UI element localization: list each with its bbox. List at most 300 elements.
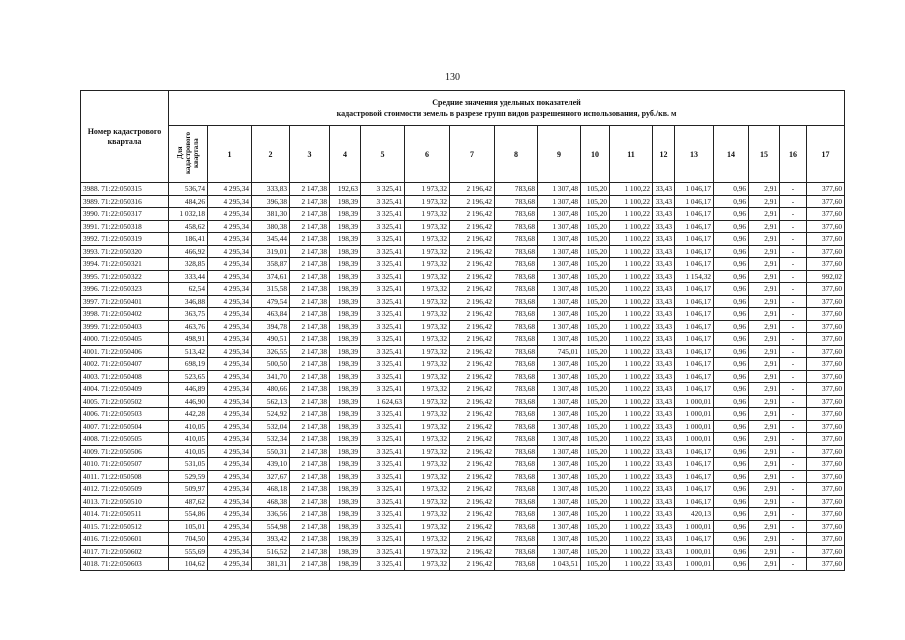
cadastral-quarter-id: 4015. 71:22:050512 xyxy=(81,520,169,533)
table-cell: 524,92 xyxy=(252,408,290,421)
table-cell: 523,65 xyxy=(169,370,208,383)
table-cell: 783,68 xyxy=(495,395,538,408)
table-cell: 2 196,42 xyxy=(450,295,495,308)
table-cell: 4 295,34 xyxy=(208,333,252,346)
table-cell: 1 100,22 xyxy=(610,345,653,358)
table-cell: 783,68 xyxy=(495,470,538,483)
table-cell: 377,60 xyxy=(807,183,845,196)
table-cell: 2 147,38 xyxy=(290,508,330,521)
table-cell: 1 973,32 xyxy=(405,283,450,296)
table-cell: 2,91 xyxy=(749,320,780,333)
table-cell: - xyxy=(780,558,807,571)
table-cell: 198,39 xyxy=(330,270,361,283)
cadastral-quarter-id: 3999. 71:22:050403 xyxy=(81,320,169,333)
table-cell: 4 295,34 xyxy=(208,245,252,258)
banner-line-2: кадастровой стоимости земель в разрезе групп видов разрешенного использования, руб./кв. м xyxy=(336,109,677,118)
table-row xyxy=(81,520,845,533)
table-cell: 2 147,38 xyxy=(290,183,330,196)
table-cell: 468,18 xyxy=(252,483,290,496)
table-cell: 783,68 xyxy=(495,358,538,371)
table-body xyxy=(81,183,845,571)
table-cell: 377,60 xyxy=(807,370,845,383)
table-cell: - xyxy=(780,308,807,321)
column-header-14: 14 xyxy=(714,126,749,183)
table-cell: 1 000,01 xyxy=(675,420,714,433)
table-cell: 2 196,42 xyxy=(450,320,495,333)
table-cell: 1 046,17 xyxy=(675,245,714,258)
table-cell: 377,60 xyxy=(807,508,845,521)
table-cell: 2,91 xyxy=(749,358,780,371)
cadastral-quarter-id: 4003. 71:22:050408 xyxy=(81,370,169,383)
cadastral-value-table xyxy=(80,90,845,571)
table-cell: 3 325,41 xyxy=(361,208,405,221)
table-cell: 394,78 xyxy=(252,320,290,333)
table-cell: 198,39 xyxy=(330,283,361,296)
table-cell: 783,68 xyxy=(495,383,538,396)
table-cell: 1 307,48 xyxy=(538,183,581,196)
table-cell: 1 100,22 xyxy=(610,233,653,246)
table-cell: 3 325,41 xyxy=(361,345,405,358)
table-cell: 0,96 xyxy=(714,183,749,196)
table-cell: - xyxy=(780,420,807,433)
table-cell: 198,39 xyxy=(330,358,361,371)
table-cell: 4 295,34 xyxy=(208,470,252,483)
table-cell: - xyxy=(780,258,807,271)
table-cell: 326,55 xyxy=(252,345,290,358)
table-row xyxy=(81,270,845,283)
table-cell: 377,60 xyxy=(807,333,845,346)
table-cell: 33,43 xyxy=(653,245,675,258)
table-cell: 198,39 xyxy=(330,508,361,521)
table-row xyxy=(81,433,845,446)
table-cell: 377,60 xyxy=(807,420,845,433)
table-cell: 105,20 xyxy=(581,545,610,558)
table-cell: 2 196,42 xyxy=(450,433,495,446)
table-cell: 1 307,48 xyxy=(538,195,581,208)
table-cell: 783,68 xyxy=(495,445,538,458)
table-row xyxy=(81,358,845,371)
table-cell: 105,20 xyxy=(581,458,610,471)
table-cell: 377,60 xyxy=(807,408,845,421)
table-cell: 377,60 xyxy=(807,483,845,496)
table-cell: 105,20 xyxy=(581,533,610,546)
cadastral-quarter-id: 4017. 71:22:050602 xyxy=(81,545,169,558)
table-cell: 2 147,38 xyxy=(290,383,330,396)
table-cell: 4 295,34 xyxy=(208,445,252,458)
table-cell: 2,91 xyxy=(749,495,780,508)
table-cell: 550,31 xyxy=(252,445,290,458)
table-cell: 4 295,34 xyxy=(208,508,252,521)
table-cell: 105,20 xyxy=(581,345,610,358)
table-cell: 105,20 xyxy=(581,420,610,433)
cadastral-quarter-id: 4009. 71:22:050506 xyxy=(81,445,169,458)
table-cell: 1 973,32 xyxy=(405,545,450,558)
table-row xyxy=(81,195,845,208)
table-cell: 468,38 xyxy=(252,495,290,508)
table-cell: 2 196,42 xyxy=(450,545,495,558)
table-cell: - xyxy=(780,195,807,208)
table-cell: 2,91 xyxy=(749,308,780,321)
table-cell: 3 325,41 xyxy=(361,245,405,258)
table-cell: 1 307,48 xyxy=(538,408,581,421)
table-cell: 33,43 xyxy=(653,533,675,546)
table-cell: 3 325,41 xyxy=(361,233,405,246)
table-cell: 1 973,32 xyxy=(405,470,450,483)
table-cell: 410,05 xyxy=(169,420,208,433)
table-cell: 2,91 xyxy=(749,383,780,396)
table-cell: 2 196,42 xyxy=(450,208,495,221)
table-cell: 2 196,42 xyxy=(450,233,495,246)
table-row xyxy=(81,508,845,521)
table-cell: 198,39 xyxy=(330,258,361,271)
table-row xyxy=(81,320,845,333)
table-cell: 2 147,38 xyxy=(290,433,330,446)
table-cell: 562,13 xyxy=(252,395,290,408)
table-cell: 1 307,48 xyxy=(538,383,581,396)
table-cell: 1 100,22 xyxy=(610,433,653,446)
table-cell: 3 325,41 xyxy=(361,458,405,471)
table-cell: 1 307,48 xyxy=(538,333,581,346)
cadastral-quarter-id: 3992. 71:22:050319 xyxy=(81,233,169,246)
table-cell: 2 196,42 xyxy=(450,520,495,533)
table-cell: 2 196,42 xyxy=(450,333,495,346)
table-cell: 198,39 xyxy=(330,245,361,258)
table-cell: 1 307,48 xyxy=(538,283,581,296)
table-cell: 0,96 xyxy=(714,220,749,233)
table-cell: 319,01 xyxy=(252,245,290,258)
table-cell: 2,91 xyxy=(749,258,780,271)
column-header-3: 3 xyxy=(290,126,330,183)
table-cell: 1 100,22 xyxy=(610,208,653,221)
table-cell: 33,43 xyxy=(653,470,675,483)
table-cell: 2,91 xyxy=(749,233,780,246)
table-cell: 2 196,42 xyxy=(450,358,495,371)
table-cell: 0,96 xyxy=(714,470,749,483)
table-cell: 105,20 xyxy=(581,270,610,283)
table-cell: 4 295,34 xyxy=(208,433,252,446)
table-cell: 745,01 xyxy=(538,345,581,358)
table-cell: 33,43 xyxy=(653,433,675,446)
table-cell: 1 100,22 xyxy=(610,495,653,508)
table-cell: 487,62 xyxy=(169,495,208,508)
table-cell: 0,96 xyxy=(714,533,749,546)
table-cell: 33,43 xyxy=(653,195,675,208)
table-cell: 105,20 xyxy=(581,483,610,496)
column-header-5: 5 xyxy=(361,126,405,183)
table-cell: 1 973,32 xyxy=(405,420,450,433)
table-cell: - xyxy=(780,458,807,471)
table-cell: 2 147,38 xyxy=(290,408,330,421)
table-cell: 2,91 xyxy=(749,408,780,421)
table-cell: 1 046,17 xyxy=(675,370,714,383)
table-cell: 1 046,17 xyxy=(675,208,714,221)
table-cell: 1 046,17 xyxy=(675,308,714,321)
table-cell: 1 046,17 xyxy=(675,458,714,471)
table-cell: 198,39 xyxy=(330,545,361,558)
table-cell: 2 147,38 xyxy=(290,483,330,496)
table-cell: 1 000,01 xyxy=(675,408,714,421)
table-cell: - xyxy=(780,345,807,358)
table-cell: 1 973,32 xyxy=(405,483,450,496)
table-cell: 198,39 xyxy=(330,558,361,571)
table-row xyxy=(81,345,845,358)
table-cell: 4 295,34 xyxy=(208,320,252,333)
column-header-7: 7 xyxy=(450,126,495,183)
table-cell: 783,68 xyxy=(495,270,538,283)
cadastral-quarter-id: 3998. 71:22:050402 xyxy=(81,308,169,321)
table-cell: 3 325,41 xyxy=(361,258,405,271)
table-cell: 0,96 xyxy=(714,445,749,458)
table-cell: 2,91 xyxy=(749,545,780,558)
table-cell: 33,43 xyxy=(653,558,675,571)
column-header-13: 13 xyxy=(675,126,714,183)
table-cell: 198,39 xyxy=(330,458,361,471)
table-cell: 2 196,42 xyxy=(450,245,495,258)
table-cell: 1 307,48 xyxy=(538,308,581,321)
table-cell: 2,91 xyxy=(749,333,780,346)
table-cell: - xyxy=(780,208,807,221)
table-cell: 500,50 xyxy=(252,358,290,371)
table-cell: 2,91 xyxy=(749,245,780,258)
cadastral-quarter-id: 3995. 71:22:050322 xyxy=(81,270,169,283)
column-number-row xyxy=(81,126,845,183)
table-cell: 1 307,48 xyxy=(538,395,581,408)
table-cell: 1 100,22 xyxy=(610,483,653,496)
table-cell: 2 196,42 xyxy=(450,370,495,383)
table-cell: 105,20 xyxy=(581,183,610,196)
table-cell: 2 147,38 xyxy=(290,283,330,296)
table-cell: 198,39 xyxy=(330,495,361,508)
table-cell: - xyxy=(780,283,807,296)
table-cell: 783,68 xyxy=(495,408,538,421)
table-cell: 198,39 xyxy=(330,533,361,546)
table-cell: 2,91 xyxy=(749,370,780,383)
column-header-12: 12 xyxy=(653,126,675,183)
table-cell: 783,68 xyxy=(495,283,538,296)
table-cell: 783,68 xyxy=(495,245,538,258)
table-cell: 1 046,17 xyxy=(675,333,714,346)
cadastral-quarter-id: 4000. 71:22:050405 xyxy=(81,333,169,346)
table-cell: 1 046,17 xyxy=(675,220,714,233)
table-cell: 2 196,42 xyxy=(450,258,495,271)
table-cell: 3 325,41 xyxy=(361,533,405,546)
table-cell: 4 295,34 xyxy=(208,533,252,546)
column-header-6: 6 xyxy=(405,126,450,183)
table-cell: 1 973,32 xyxy=(405,495,450,508)
table-cell: 2 196,42 xyxy=(450,408,495,421)
table-cell: 2,91 xyxy=(749,220,780,233)
table-cell: 1 100,22 xyxy=(610,520,653,533)
table-cell: 1 973,32 xyxy=(405,508,450,521)
table-cell: 704,50 xyxy=(169,533,208,546)
table-row xyxy=(81,395,845,408)
table-cell: 33,43 xyxy=(653,458,675,471)
table-cell: 377,60 xyxy=(807,358,845,371)
column-header-17: 17 xyxy=(807,126,845,183)
table-cell: 1 100,22 xyxy=(610,183,653,196)
table-cell: 1 100,22 xyxy=(610,270,653,283)
table-cell: 529,59 xyxy=(169,470,208,483)
table-cell: 783,68 xyxy=(495,233,538,246)
cadastral-quarter-id: 4014. 71:22:050511 xyxy=(81,508,169,521)
table-cell: 4 295,34 xyxy=(208,295,252,308)
table-cell: 33,43 xyxy=(653,233,675,246)
table-cell: 1 046,17 xyxy=(675,533,714,546)
table-cell: 33,43 xyxy=(653,420,675,433)
table-cell: 1 100,22 xyxy=(610,370,653,383)
table-cell: 2 147,38 xyxy=(290,545,330,558)
table-cell: - xyxy=(780,483,807,496)
table-cell: 377,60 xyxy=(807,245,845,258)
column-header-8: 8 xyxy=(495,126,538,183)
table-cell: 3 325,41 xyxy=(361,558,405,571)
table-cell: 1 046,17 xyxy=(675,445,714,458)
table-cell: 1 973,32 xyxy=(405,558,450,571)
table-cell: 33,43 xyxy=(653,520,675,533)
table-cell: 1 973,32 xyxy=(405,345,450,358)
table-cell: 466,92 xyxy=(169,245,208,258)
table-cell: 1 000,01 xyxy=(675,545,714,558)
table-cell: 1 973,32 xyxy=(405,370,450,383)
cadastral-quarter-id: 4004. 71:22:050409 xyxy=(81,383,169,396)
table-row xyxy=(81,383,845,396)
table-cell: 1 307,48 xyxy=(538,208,581,221)
table-cell: 446,89 xyxy=(169,383,208,396)
table-cell: 381,31 xyxy=(252,558,290,571)
table-cell: 377,60 xyxy=(807,470,845,483)
table-cell: 0,96 xyxy=(714,270,749,283)
table-cell: 1 100,22 xyxy=(610,320,653,333)
table-cell: 1 000,01 xyxy=(675,520,714,533)
table-cell: 327,67 xyxy=(252,470,290,483)
cadastral-quarter-id: 4012. 71:22:050509 xyxy=(81,483,169,496)
table-cell: 1 046,17 xyxy=(675,233,714,246)
table-cell: 377,60 xyxy=(807,458,845,471)
table-cell: 0,96 xyxy=(714,420,749,433)
table-cell: 2 147,38 xyxy=(290,445,330,458)
table-cell: 446,90 xyxy=(169,395,208,408)
table-cell: 346,88 xyxy=(169,295,208,308)
table-cell: 1 307,48 xyxy=(538,420,581,433)
table-cell: 783,68 xyxy=(495,458,538,471)
table-cell: 0,96 xyxy=(714,320,749,333)
table-cell: 0,96 xyxy=(714,520,749,533)
table-cell: 783,68 xyxy=(495,308,538,321)
table-cell: 1 973,32 xyxy=(405,395,450,408)
table-cell: 1 973,32 xyxy=(405,195,450,208)
table-cell: 1 046,17 xyxy=(675,258,714,271)
table-cell: 33,43 xyxy=(653,345,675,358)
table-cell: 2 196,42 xyxy=(450,345,495,358)
table-cell: 2 196,42 xyxy=(450,558,495,571)
table-cell: 377,60 xyxy=(807,220,845,233)
table-cell: 4 295,34 xyxy=(208,408,252,421)
table-cell: 1 000,01 xyxy=(675,433,714,446)
table-cell: 2 196,42 xyxy=(450,383,495,396)
table-cell: 1 973,32 xyxy=(405,295,450,308)
table-cell: 33,43 xyxy=(653,545,675,558)
table-cell: 1 100,22 xyxy=(610,195,653,208)
table-cell: 198,39 xyxy=(330,470,361,483)
table-row xyxy=(81,183,845,196)
table-cell: - xyxy=(780,495,807,508)
table-cell: 0,96 xyxy=(714,233,749,246)
table-cell: 105,20 xyxy=(581,445,610,458)
column-header-1: 1 xyxy=(208,126,252,183)
table-cell: 198,39 xyxy=(330,395,361,408)
cadastral-quarter-id: 3997. 71:22:050401 xyxy=(81,295,169,308)
table-row xyxy=(81,333,845,346)
table-cell: 3 325,41 xyxy=(361,283,405,296)
table-cell: 479,54 xyxy=(252,295,290,308)
table-cell: 198,39 xyxy=(330,370,361,383)
table-cell: 3 325,41 xyxy=(361,420,405,433)
table-row xyxy=(81,458,845,471)
table-cell: 1 973,32 xyxy=(405,320,450,333)
table-row xyxy=(81,370,845,383)
table-cell: 1 100,22 xyxy=(610,283,653,296)
table-cell: 377,60 xyxy=(807,383,845,396)
table-cell: 33,43 xyxy=(653,283,675,296)
table-cell: 1 154,32 xyxy=(675,270,714,283)
table-cell: 1 307,48 xyxy=(538,258,581,271)
table-cell: 4 295,34 xyxy=(208,358,252,371)
table-cell: 1 046,17 xyxy=(675,320,714,333)
table-cell: 1 000,01 xyxy=(675,395,714,408)
table-cell: 1 973,32 xyxy=(405,220,450,233)
table-cell: 1 973,32 xyxy=(405,233,450,246)
table-cell: 1 624,63 xyxy=(361,395,405,408)
table-cell: 0,96 xyxy=(714,258,749,271)
table-cell: 1 973,32 xyxy=(405,208,450,221)
table-cell: 2,91 xyxy=(749,470,780,483)
table-cell: 105,20 xyxy=(581,408,610,421)
table-cell: 4 295,34 xyxy=(208,395,252,408)
table-cell: 1 100,22 xyxy=(610,508,653,521)
table-cell: 439,10 xyxy=(252,458,290,471)
table-cell: 1 046,17 xyxy=(675,345,714,358)
table-cell: 33,43 xyxy=(653,270,675,283)
cadastral-quarter-id: 3991. 71:22:050318 xyxy=(81,220,169,233)
table-cell: 1 973,32 xyxy=(405,458,450,471)
table-cell: 1 973,32 xyxy=(405,270,450,283)
table-cell: 2 196,42 xyxy=(450,270,495,283)
table-cell: 377,60 xyxy=(807,545,845,558)
table-cell: 4 295,34 xyxy=(208,383,252,396)
table-cell: 458,62 xyxy=(169,220,208,233)
table-cell: 105,20 xyxy=(581,495,610,508)
table-cell: 1 043,51 xyxy=(538,558,581,571)
table-cell: 33,43 xyxy=(653,395,675,408)
table-cell: 105,20 xyxy=(581,395,610,408)
table-cell: - xyxy=(780,445,807,458)
table-cell: 105,20 xyxy=(581,358,610,371)
cadastral-quarter-id: 3990. 71:22:050317 xyxy=(81,208,169,221)
table-cell: 2,91 xyxy=(749,520,780,533)
table-cell: 377,60 xyxy=(807,445,845,458)
table-cell: 0,96 xyxy=(714,383,749,396)
table-cell: 783,68 xyxy=(495,520,538,533)
table-cell: 1 973,32 xyxy=(405,408,450,421)
column-header-9: 9 xyxy=(538,126,581,183)
table-cell: 4 295,34 xyxy=(208,208,252,221)
table-cell: 33,43 xyxy=(653,320,675,333)
table-cell: 2 196,42 xyxy=(450,308,495,321)
table-cell: - xyxy=(780,183,807,196)
table-cell: 1 973,32 xyxy=(405,183,450,196)
table-cell: 105,20 xyxy=(581,308,610,321)
table-cell: 105,20 xyxy=(581,333,610,346)
